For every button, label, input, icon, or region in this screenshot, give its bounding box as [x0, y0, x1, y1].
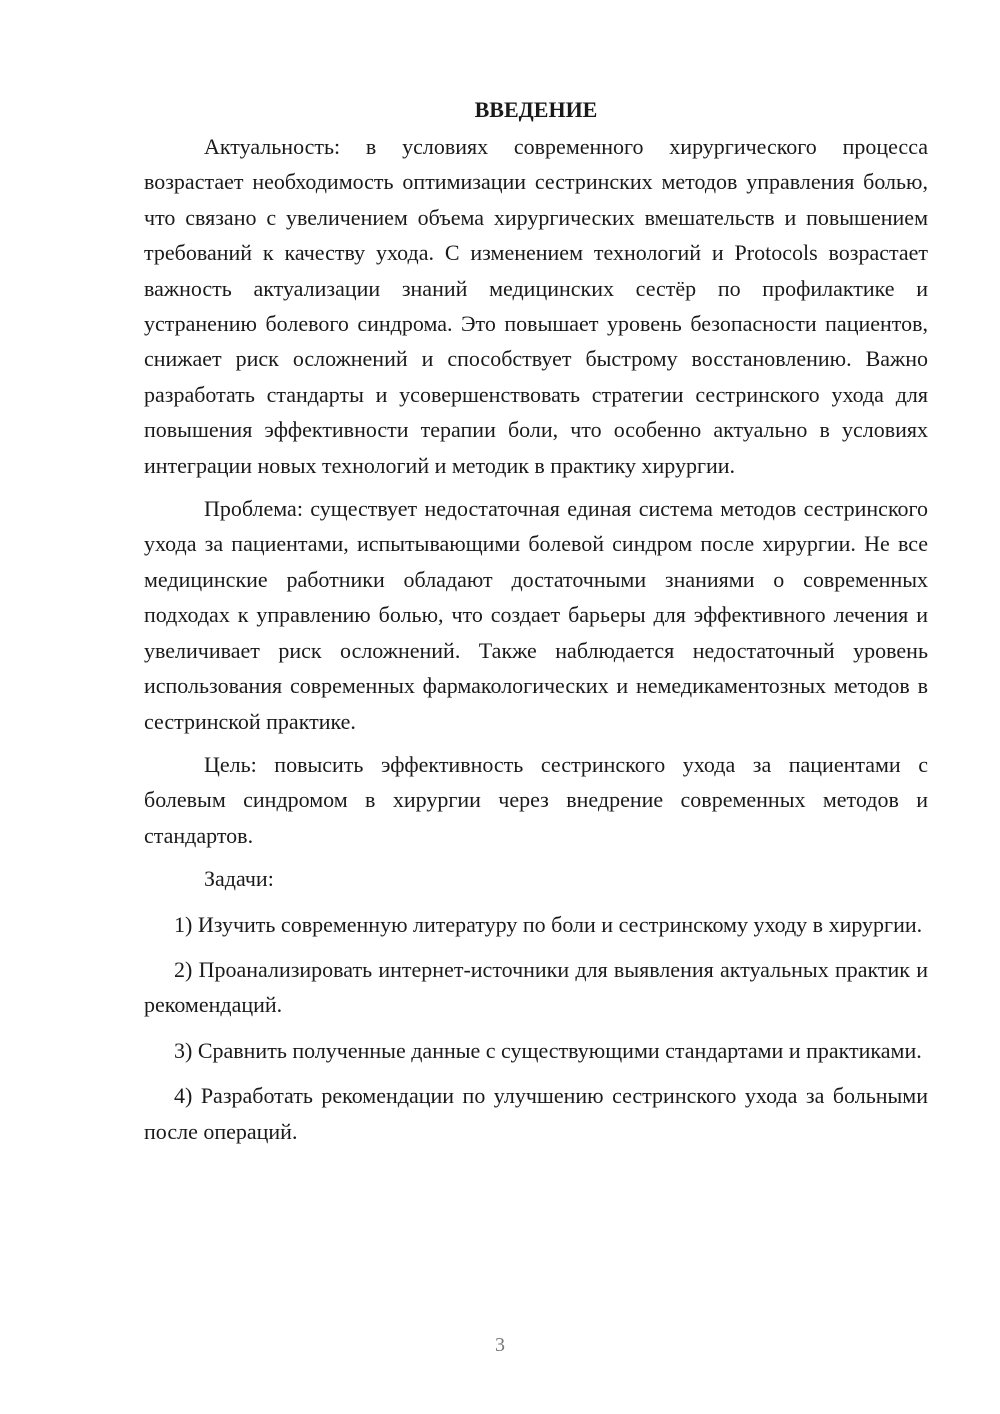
task-item: 2) Проанализировать интернет-источники для выявления актуальных практик и рекомендаций. — [144, 956, 928, 1018]
page-number: 3 — [495, 1334, 505, 1356]
task-item: 1) Изучить современную литературу по боли и сестринскому уходу в хирургии. — [174, 911, 923, 937]
task-item: 3) Сравнить полученные данные с существующими стандартами и практиками. — [174, 1037, 922, 1063]
tasks-heading: Задачи: — [204, 866, 274, 892]
section-title: ВВЕДЕНИЕ — [474, 97, 598, 122]
document-page — [144, 92, 928, 1159]
paragraph-problem: Проблема: существует недостаточная единая система методов сестринского ухода за пациентами, испытывающими болевой синдром после хирургии. Не все медицинские работники обладают достаточными знаниями о современных подходах к управлению болью, что создает барьеры для эффективного лечения и увеличивает риск осложнений. Также наблюдается недостаточный уровень использования современных фармакологических и немедикаментозных методов в сестринской практике. — [144, 496, 928, 734]
paragraph-relevance: Актуальность: в условиях современного хирургического процесса возрастает необходимость оптимизации сестринских методов управления болью, что связано с увеличением объема хирургических вмешательств и повышением требований к качеству ухода. С изменением технологий и Protocols возрастает важность актуализации знаний медицинских сестёр по профилактике и устранению болевого синдрома. Это повышает уровень безопасности пациентов, снижает риск осложнений и способствует быстрому восстановлению. Важно разработать стандарты и усовершенствовать стратегии сестринского ухода для повышения эффективности терапии боли, что особенно актуально в условиях интеграции новых технологий и методик в практику хирургии. — [144, 134, 928, 478]
paragraph-goal: Цель: повысить эффективность сестринского ухода за пациентами с болевым синдромом в хирургии через внедрение современных методов и стандартов. — [144, 751, 928, 848]
task-item: 4) Разработать рекомендации по улучшению сестринского ухода за больными после операций. — [144, 1083, 928, 1144]
